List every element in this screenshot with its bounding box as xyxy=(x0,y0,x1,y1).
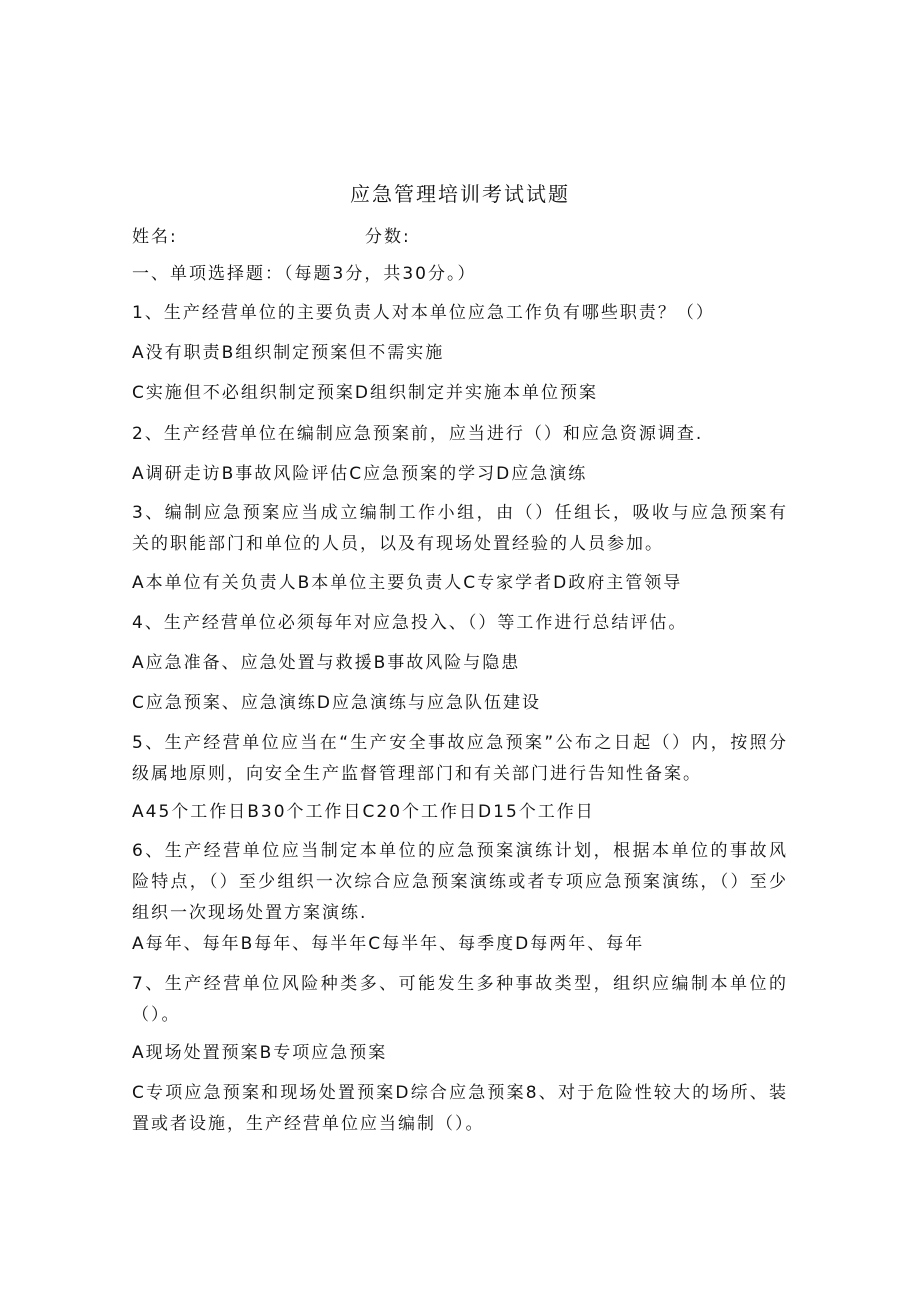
question-6-options: A每年、每年B每年、每半年C每半年、每季度D每两年、每年 xyxy=(132,934,645,954)
question-3-options: A本单位有关负责人B本单位主要负责人C专家学者D政府主管领导 xyxy=(132,573,683,593)
question-1-stem: 1、生产经营单位的主要负责人对本单位应急工作负有哪些职责？（） xyxy=(132,303,715,323)
document-title: 应急管理培训考试试题 xyxy=(350,182,570,206)
question-5-stem: 5、生产经营单位应当在“生产安全事故应急预案”公布之日起（）内，按照分级属地原则，向安全生产监督管理部门和有关部门进行告知性备案。 xyxy=(132,733,788,784)
question-7-stem: 7、生产经营单位风险种类多、可能发生多种事故类型，组织应编制本单位的（）。 xyxy=(132,974,788,1025)
name-score-row xyxy=(132,222,792,252)
question-7-options-a: A现场处置预案B专项应急预案 xyxy=(132,1043,388,1063)
question-2-stem: 2、生产经营单位在编制应急预案前，应当进行（）和应急资源调查. xyxy=(132,424,704,444)
question-5-options: A45个工作日B30个工作日C20个工作日D15个工作日 xyxy=(132,802,595,822)
question-1-options-a: A没有职责B组织制定预案但不需实施 xyxy=(132,343,445,363)
name-label: 姓名: xyxy=(132,227,178,247)
question-2-options: A调研走访B事故风险评估C应急预案的学习D应急演练 xyxy=(132,464,588,484)
question-6-stem: 6、生产经营单位应当制定本单位的应急预案演练计划，根据本单位的事故风险特点，（）至少组织一次综合应急预案演练或者专项应急预案演练，（）至少组织一次现场处置方案演练. xyxy=(132,841,788,923)
question-4-options-a: A应急准备、应急处置与救援B事故风险与隐患 xyxy=(132,653,521,673)
question-7-options-b: C专项应急预案和现场处置预案D综合应急预案8、对于危险性较大的场所、装置或者设施，生产经营单位应当编制（）。 xyxy=(132,1083,788,1134)
question-1-options-b: C实施但不必组织制定预案D组织制定并实施本单位预案 xyxy=(132,383,598,403)
question-4-options-b: C应急预案、应急演练D应急演练与应急队伍建设 xyxy=(132,693,541,713)
section-heading: 一、单项选择题：（每题3分，共30分。） xyxy=(132,264,477,284)
question-4-stem: 4、生产经营单位必须每年对应急投入、（）等工作进行总结评估。 xyxy=(132,613,688,633)
score-label: 分数: xyxy=(365,227,411,247)
question-3-stem: 3、编制应急预案应当成立编制工作小组，由（）任组长，吸收与应急预案有关的职能部门和单位的人员，以及有现场处置经验的人员参加。 xyxy=(132,503,788,554)
